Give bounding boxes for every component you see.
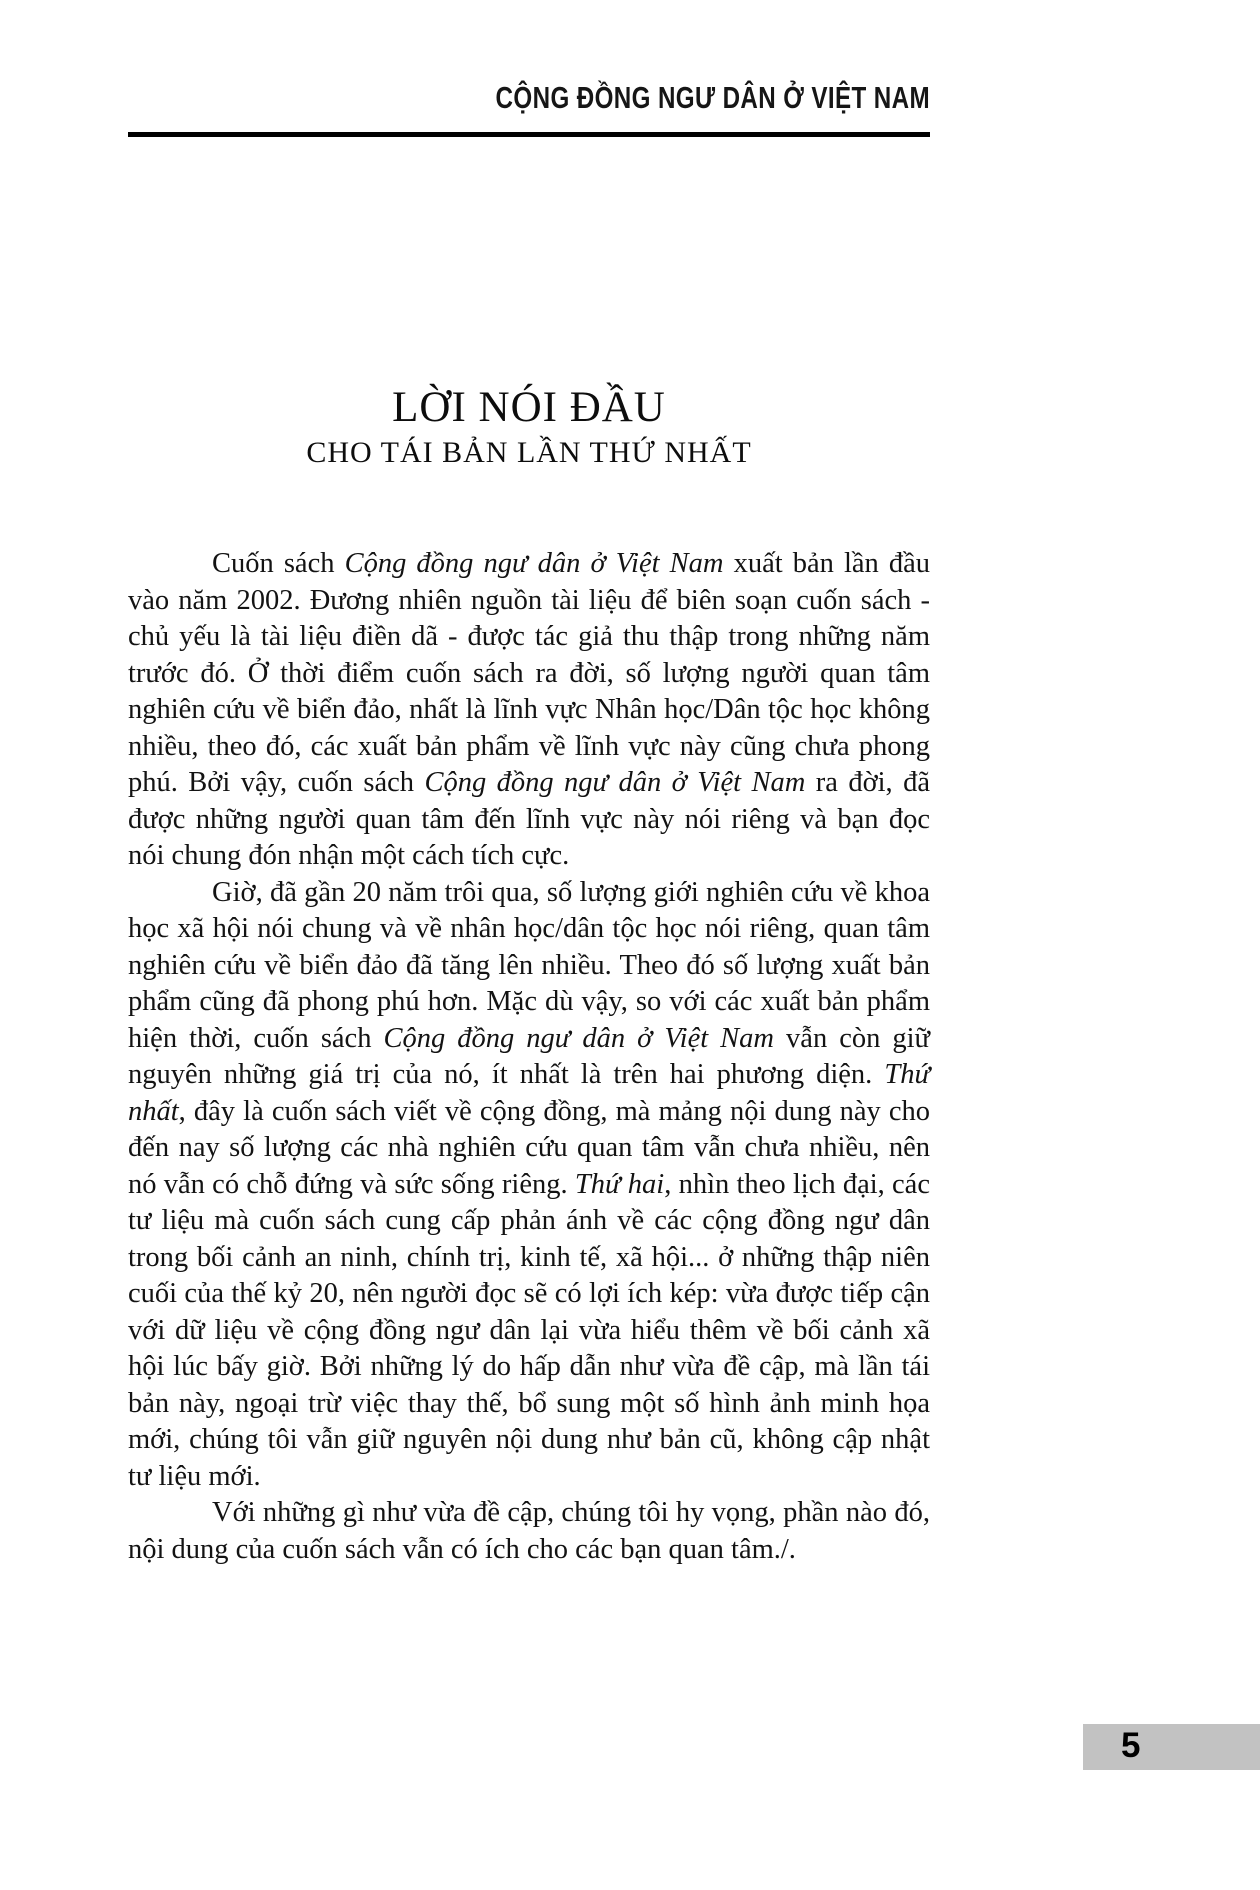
page-number-box [1083, 1724, 1260, 1770]
title-block [128, 384, 930, 470]
text-segment: vẫn còn giữ nguyên những giá trị của nó, ít nhất là trên hai phương diện. [128, 1022, 930, 1090]
italic-text-segment: Cộng đồng ngư dân ở Việt Nam [383, 1022, 775, 1054]
chapter-title: LỜI NÓI ĐẦU [392, 384, 666, 431]
text-segment: Với những gì như vừa đề cập, chúng tôi hy vọng, phần nào đó, nội dung của cuốn sách vẫn có ích cho các bạn quan tâm./. [128, 1497, 930, 1565]
body-text [128, 546, 930, 1568]
running-head [128, 80, 930, 116]
italic-text-segment: Cộng đồng ngư dân ở Việt Nam [424, 767, 806, 798]
paragraph [128, 1495, 930, 1568]
text-segment: , đây là cuốn sách viết về cộng đồng, mà mảng nội dung này cho đến nay số lượng các nhà nghiên cứu quan tâm vẫn chưa nhiều, nên nó vẫn có chỗ đứng và sức sống riêng. [128, 1095, 930, 1200]
running-head-title: CỘNG ĐỒNG NGƯ DÂN Ở VIỆT NAM [495, 80, 930, 115]
text-segment: xuất bản lần đầu vào năm 2002. Đương nhiên nguồn tài liệu để biên soạn cuốn sách - chủ yếu là tài liệu điền dã - được tác giả thu thập trong những năm trước đó. Ở thời điểm cuốn sách ra đời, số lượng người quan tâm nghiên cứu về biển đảo, nhất là lĩnh vực Nhân học/Dân tộc học không nhiều, theo đó, các xuất bản phẩm về lĩnh vực này cũng chưa phong phú. Bởi vậy, cuốn sách [128, 548, 931, 798]
header-rule [128, 132, 930, 137]
italic-text-segment: Cộng đồng ngư dân ở Việt Nam [344, 548, 724, 579]
paragraph [128, 546, 930, 875]
chapter-subtitle: CHO TÁI BẢN LẦN THỨ NHẤT [306, 436, 752, 469]
text-segment: ra đời, đã được những người quan tâm đến lĩnh vực này nói riêng và bạn đọc nói chung đón nhận một cách tích cực. [128, 767, 931, 871]
italic-text-segment: Thứ nhất [128, 1059, 930, 1127]
italic-text-segment: Thứ hai [574, 1168, 665, 1200]
page-number: 5 [1121, 1726, 1141, 1766]
text-segment: Cuốn sách [212, 548, 345, 579]
paragraph [128, 875, 930, 1496]
text-segment: Giờ, đã gần 20 năm trôi qua, số lượng giới nghiên cứu về khoa học xã hội nói chung và về nhân học/dân tộc học nói riêng, quan tâm nghiên cứu về biển đảo đã tăng lên nhiều. Theo đó số lượng xuất bản phẩm cũng đã phong phú hơn. Mặc dù vậy, so với các xuất bản phẩm hiện thời, cuốn sách [128, 876, 930, 1054]
text-segment: , nhìn theo lịch đại, các tư liệu mà cuốn sách cung cấp phản ánh về các cộng đồng ngư dân trong bối cảnh an ninh, chính trị, kinh tế, xã hội... ở những thập niên cuối của thế kỷ 20, nên người đọc sẽ có lợi ích kép: vừa được tiếp cận với dữ liệu về cộng đồng ngư dân lại vừa hiểu thêm về bối cảnh xã hội lúc bấy giờ. Bởi những lý do hấp dẫn như vừa đề cập, mà lần tái bản này, ngoại trừ việc thay thế, bổ sung một số hình ảnh minh họa mới, chúng tôi vẫn giữ nguyên nội dung như bản cũ, không cập nhật tư liệu mới. [128, 1168, 930, 1492]
